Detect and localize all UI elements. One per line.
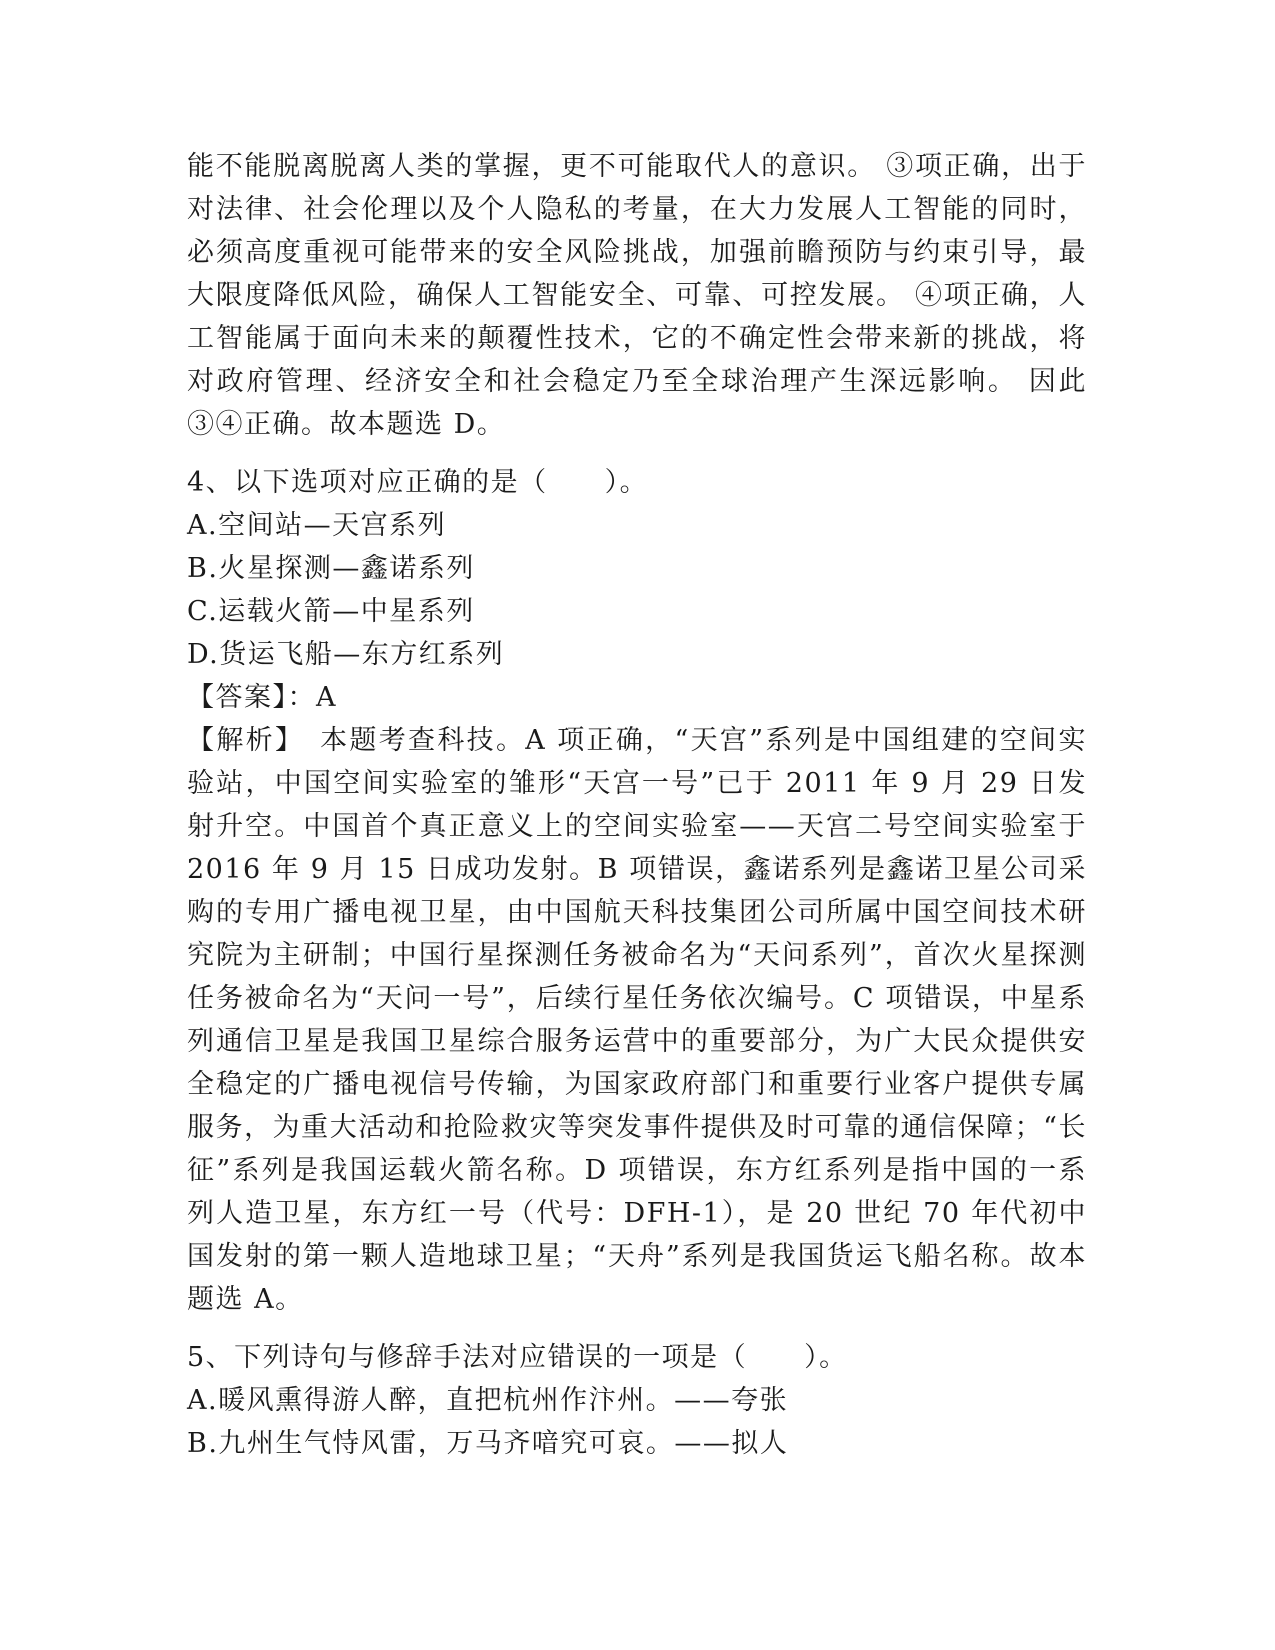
question-4-option-d: D.货运飞船—东方红系列 xyxy=(187,639,505,670)
question-5-option-b: B.九州生气恃风雷，万马齐喑究可哀。——拟人 xyxy=(187,1428,789,1459)
question-5-option-a: A.暖风熏得游人醉，直把杭州作汴州。——夸张 xyxy=(187,1385,789,1416)
document-page xyxy=(187,145,1087,1465)
question-4-option-b: B.火星探测—鑫诺系列 xyxy=(187,553,475,584)
intro-paragraph: 能不能脱离脱离人类的掌握，更不可能取代人的意识。 ③项正确，出于对法律、社会伦理以及个人隐私的考量，在大力发展人工智能的同时，必须高度重视可能带来的安全风险挑战，加强前瞻预防与约束引导，最大限度降低风险，确保人工智能安全、可靠、可控发展。 ④项正确，人工智能属于面向未来的颠覆性技术，它的不确定性会带来新的挑战，将对政府管理、经济安全和社会稳定乃至全球治理产生深远影响。 因此③④正确。故本题选 D。 xyxy=(187,151,1087,440)
question-5 xyxy=(187,1336,1087,1465)
question-5-stem: 5、下列诗句与修辞手法对应错误的一项是（ ）。 xyxy=(187,1342,848,1373)
question-4-stem: 4、以下选项对应正确的是（ ）。 xyxy=(187,467,649,498)
question-4-answer: 【答案】：A xyxy=(187,682,337,713)
question-4-analysis: 【解析】 本题考查科技。A 项正确，“天宫”系列是中国组建的空间实验站，中国空间实验室的雏形“天宫一号”已于 2011 年 9 月 29 日发射升空。中国首个真正意义上的空间实验室——天宫二号空间实验室于 2016 年 9 月 15 日成功发射。B 项错误，鑫诺系列是鑫诺卫星公司采购的专用广播电视卫星，由中国航天科技集团公司所属中国空间技术研究院为主研制；中国行星探测任务被命名为“天问系列”，首次火星探测任务被命名为“天问一号”，后续行星任务依次编号。C 项错误，中星系列通信卫星是我国卫星综合服务运营中的重要部分，为广大民众提供安全稳定的广播电视信号传输，为国家政府部门和重要行业客户提供专属服务，为重大活动和抢险救灾等突发事件提供及时可靠的通信保障；“长征”系列是我国运载火箭名称。D 项错误，东方红系列是指中国的一系列人造卫星，东方红一号（代号：DFH-1），是 20 世纪 70 年代初中国发射的第一颗人造地球卫星；“天舟”系列是我国货运飞船名称。故本题选 A。 xyxy=(187,725,1087,1315)
question-4-option-a: A.空间站—天宫系列 xyxy=(187,510,447,541)
question-4 xyxy=(187,461,1087,1321)
question-4-option-c: C.运载火箭—中星系列 xyxy=(187,596,475,627)
spacer xyxy=(187,1321,1087,1336)
spacer xyxy=(187,446,1087,461)
